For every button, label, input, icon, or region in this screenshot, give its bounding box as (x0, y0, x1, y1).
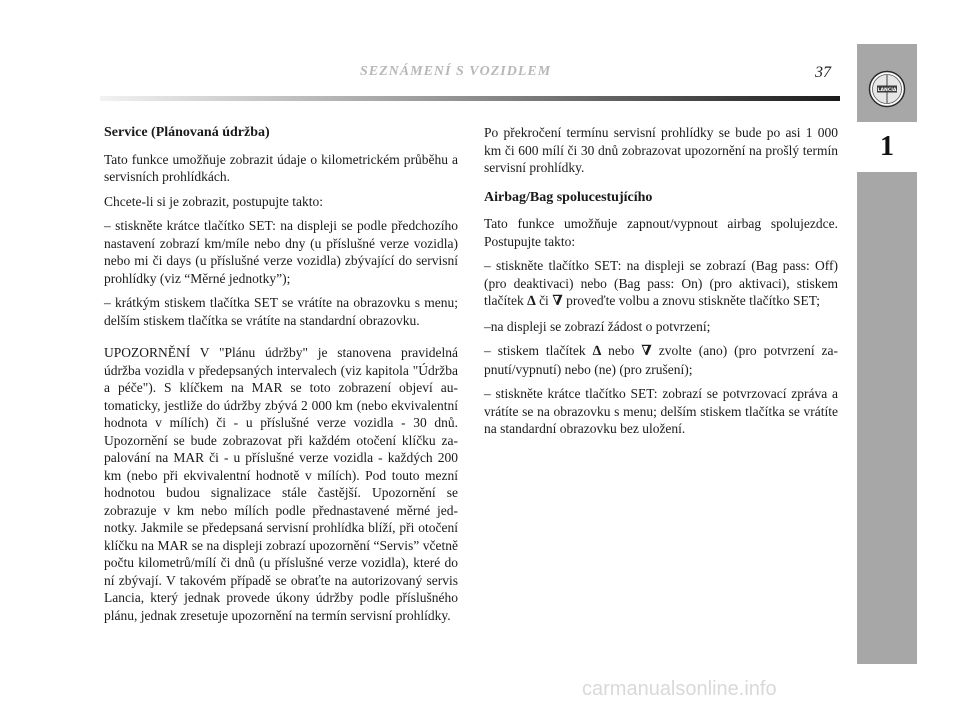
header-rule (100, 96, 840, 101)
watermark: carmanualsonline.info (582, 678, 777, 700)
service-paragraph-2: Chcete-li si je zobrazit, postupujte takto: (104, 193, 323, 209)
airbag-paragraph-2-text-c: proveďte volbu a znovu stiskněte tlačítko SET; (562, 293, 821, 308)
page-number: 37 (815, 64, 831, 81)
service-paragraph-4: – krátkým stiskem tlačítka SET se vrátíte na obrazovku s menu; delším stiskem tlačítka se vrátíte na standardní obrazovku. (104, 295, 458, 328)
airbag-paragraph-4 (484, 342, 838, 378)
left-column (104, 124, 458, 631)
down-triangle-icon: ∇ (641, 344, 652, 359)
airbag-paragraph-2-text-b: či (535, 293, 553, 308)
airbag-paragraph-2 (484, 257, 838, 311)
service-heading: Service (Plánovaná údržba) (104, 125, 270, 140)
airbag-heading: Airbag/Bag spolucestujícího (484, 189, 653, 205)
airbag-paragraph-2-text-a: – stiskněte tlačítko SET: na displeji se zobrazí (Bag pass: Off) (pro deaktivaci) nebo (Bag pass: On) (pro aktivaci), stiskem tlačítek (484, 258, 838, 308)
lancia-logo-icon (868, 70, 906, 108)
airbag-paragraph-1: Tato funkce umožňuje zapnout/vypnout airbag spolujezdce. Postupujte takto: (484, 216, 838, 249)
up-triangle-icon: ∆ (592, 344, 602, 359)
service-paragraph-3: – stiskněte krátce tlačítko SET: na displeji se podle předchozího nastavení zobrazí km/míle nebo dny (u příslušné verze vozidla) nebo mi či days (u příslušné verze vozidla) zbývající do servisní prohlídky (viz “Měrné jednotky”); (104, 218, 458, 286)
airbag-paragraph-4-text-b: nebo (601, 343, 642, 358)
chapter-number: 1 (857, 122, 917, 172)
overdue-paragraph: Po překročení termínu servisní prohlídky se bude po asi 1 000 km či 600 mílí či 30 dnů zobrazovat upozornění na prošlý termín servisní prohlídky. (484, 125, 838, 175)
airbag-paragraph-4-text-a: – stiskem tlačítek (484, 343, 593, 358)
airbag-paragraph-3: –na displeji se zobrazí žádost o potvrzení; (484, 318, 711, 334)
down-triangle-icon: ∇ (552, 294, 563, 309)
running-header-title: SEZNÁMENÍ S VOZIDLEM (360, 64, 552, 79)
service-paragraph-1: Tato funkce umožňuje zobrazit údaje o kilometrickém průběhu a servisních prohlídkách. (104, 151, 458, 184)
service-warning: UPOZORNĚNÍ V "Plánu údržby" je stanovena pravidelná údržba vozidla v předepsaných intervalech (viz kapitola "Údržba a péče"). S klíčkem na MAR se toto zobrazení objeví automaticky, jestliže do údržby zbývá 2 000 km (nebo ekvivalentní hodnota v mílích) či - u příslušné verze vozidla - 30 dnů. Upozornění se bude zobrazovat při každém otočení klíčku zapalování na MAR či - u příslušné verze vozidla - každých 200 km (nebo při ekvivalentní hodnotě v mílích). Pod touto mezní hodnotou budou signalizace stále častější. Upozornění se zobrazuje v km nebo mílích podle přednastavené měrné jednotky. Jakmile se předepsaná servisní prohlídka blíží, při otočení klíčku na MAR se na displeji zobrazí upozornění “Servis” včetně počtu kilometrů/mílí či dnů (u příslušné verze vozidla), které do ní zbývají. V takovém případě se obraťte na autorizovaný servis Lancia, který jednak provede úkony údržby podle příslušného plánu, jednak zresetuje upozornění na termín servisní prohlídky. (104, 345, 458, 623)
logo-text: LANCIA (877, 88, 897, 93)
airbag-paragraph-5: – stiskněte krátce tlačítko SET: zobrazí se potvrzovací zpráva a vrátíte se na obrazovku s menu; delším stiskem tlačítka se vrátíte na standardní obrazovku bez uložení. (484, 386, 838, 436)
right-column (484, 124, 838, 445)
airbag-paragraph-4-text-c: zvolte (ano) (pro potvrzení zapnutí/vypnutí) nebo (ne) (pro zrušení); (484, 343, 838, 377)
up-triangle-icon: ∆ (527, 294, 536, 309)
